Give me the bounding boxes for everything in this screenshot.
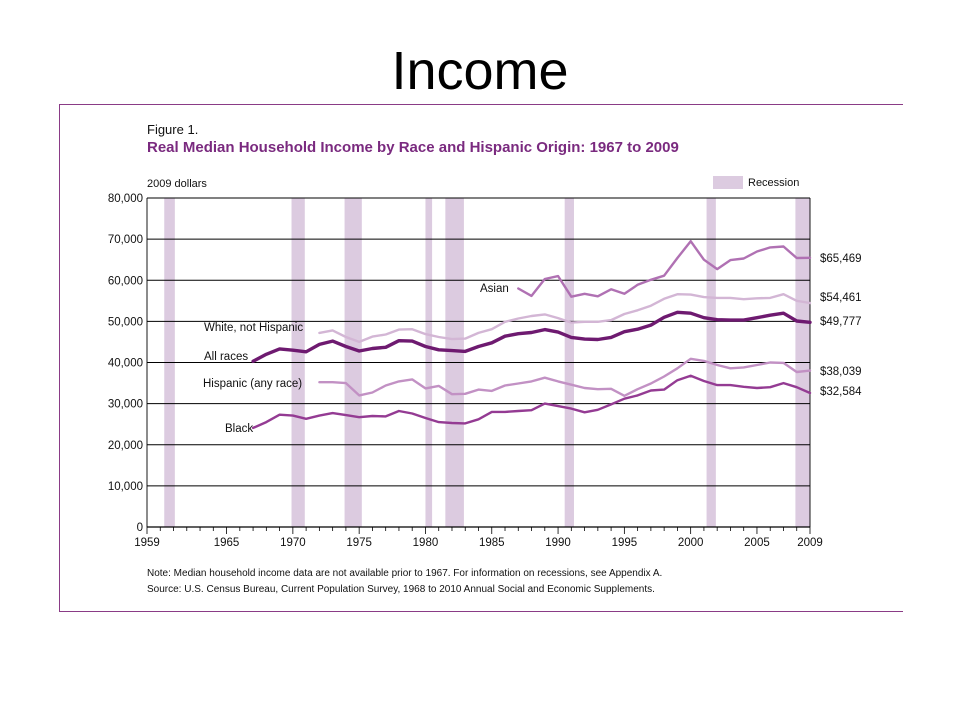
- x-tick-label: 2009: [797, 537, 823, 549]
- y-tick-label: 20,000: [107, 439, 143, 452]
- y-tick-label: 60,000: [107, 275, 143, 288]
- x-axis: [134, 527, 823, 549]
- x-tick-label: 1985: [478, 537, 505, 549]
- y-tick-label: 0: [136, 522, 143, 534]
- units-label: 2009 dollars: [147, 178, 207, 190]
- x-tick-label: 1975: [346, 537, 372, 549]
- series-line-asian: [518, 241, 810, 297]
- series-end-value-label: $49,777: [820, 316, 862, 328]
- figure-number: Figure 1.: [147, 122, 199, 137]
- y-tick-label: 80,000: [107, 193, 143, 205]
- series-name-label: Hispanic (any race): [203, 378, 303, 390]
- series-end-value-label: $54,461: [820, 292, 862, 304]
- income-chart: [60, 105, 903, 611]
- y-tick-label: 30,000: [107, 398, 143, 411]
- slide-title: Income: [391, 41, 569, 101]
- x-tick-label: 2000: [677, 537, 704, 549]
- x-tick-label: 1990: [545, 537, 571, 549]
- y-axis: [108, 193, 143, 534]
- y-tick-label: 10,000: [107, 480, 143, 493]
- series-name-label: All races: [204, 351, 249, 363]
- figure-frame: [59, 104, 903, 612]
- x-tick-label: 2005: [744, 537, 770, 549]
- y-tick-label: 40,000: [107, 357, 143, 370]
- series-end-value-label: $32,584: [820, 386, 862, 398]
- figure-title: Real Median Household Income by Race and Hispanic Origin: 1967 to 2009: [147, 139, 679, 156]
- x-tick-label: 1965: [213, 537, 240, 549]
- series-end-value-label: $65,469: [820, 253, 862, 265]
- series-line-all-races: [253, 312, 810, 361]
- x-tick-label: 1995: [611, 537, 638, 549]
- recession-legend-label: Recession: [748, 177, 800, 189]
- x-tick-label: 1980: [412, 537, 439, 549]
- x-tick-label: 1959: [134, 537, 160, 549]
- recession-legend-swatch: [713, 176, 743, 189]
- x-tick-label: 1970: [280, 537, 306, 549]
- y-tick-label: 70,000: [107, 234, 143, 247]
- source-text: Source: U.S. Census Bureau, Current Population Survey, 1968 to 2010 Annual Social and Economic Supplements.: [147, 584, 655, 595]
- series-name-label: Asian: [480, 283, 509, 295]
- y-tick-label: 50,000: [107, 316, 143, 329]
- series-end-value-label: $38,039: [820, 366, 862, 378]
- series-name-label: White, not Hispanic: [204, 322, 304, 334]
- series-name-label: Black: [225, 423, 254, 435]
- note-text: Note: Median household income data are not available prior to 1967. For information on recessions, see Appendix A.: [147, 568, 663, 579]
- series-lines: [253, 241, 810, 428]
